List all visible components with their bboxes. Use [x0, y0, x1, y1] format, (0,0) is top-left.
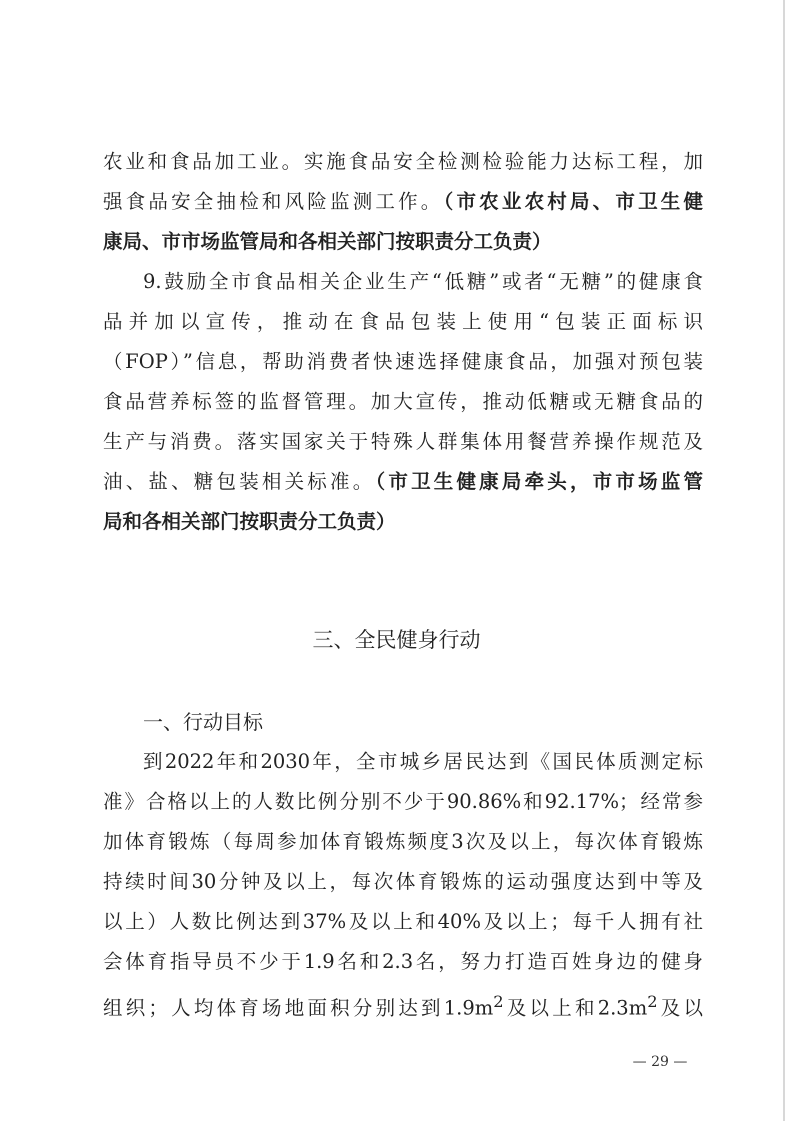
p1-line-1: 农业和食品加工业。实施食品安全检测检验能力达标工程，加	[103, 150, 703, 173]
p3-line-7-text-b: 及以上和2.3m	[503, 996, 648, 1020]
section-title: 三、全民健身行动	[312, 628, 481, 652]
page-number: — 29 —	[632, 1054, 688, 1070]
p2-line-2: 品并加以宣传，推动在食品包装上使用“包装正面标识	[103, 310, 703, 333]
p1-line-3: 康局、市市场监管局和各相关部门按职责分工负责）	[103, 230, 552, 253]
p1-line-2-responsibility: （市农业农村局、市卫生健	[443, 190, 703, 213]
p2-line-4: 食品营养标签的监督管理。加大宣传，推动低糖或无糖食品的	[103, 390, 703, 413]
p2-line-3: （FOP）”信息，帮助消费者快速选择健康食品，加强对预包装	[103, 350, 703, 373]
p3-line-7	[103, 982, 703, 1022]
p1-line-2-text: 强食品安全抽检和风险监测工作。	[103, 190, 444, 213]
p3-line-7-text-c: 及以	[657, 996, 703, 1020]
superscript-squared: 2	[647, 992, 658, 1011]
sub-heading: 一、行动目标	[143, 710, 263, 734]
p3-line-4: 持续时间30分钟及以上，每次体育锻炼的运动强度达到中等及	[103, 870, 703, 893]
p2-line-7: 局和各相关部门按职责分工负责）	[103, 510, 396, 533]
p3-line-7-text-a: 组织；人均体育场地面积分别达到1.9m	[103, 996, 494, 1020]
page-edge-shadow	[783, 0, 785, 1121]
p3-line-6: 会体育指导员不少于1.9名和2.3名，努力打造百姓身边的健身	[103, 950, 703, 973]
p3-line-5: 以上）人数比例达到37%及以上和40%及以上；每千人拥有社	[103, 910, 703, 933]
p2-line-5: 生产与消费。落实国家关于特殊人群集体用餐营养操作规范及	[103, 430, 703, 453]
superscript-squared: 2	[493, 992, 504, 1011]
p3-line-3: 加体育锻炼（每周参加体育锻炼频度3次及以上，每次体育锻炼	[103, 830, 703, 853]
p3-line-2: 准》合格以上的人数比例分别不少于90.86%和92.17%；经常参	[103, 790, 703, 813]
p2-line-6-text: 油、盐、糖包装相关标准。	[103, 470, 376, 493]
p2-line-6-responsibility: （市卫生健康局牵头，市市场监管	[375, 470, 703, 493]
p2-line-1: 9.鼓励全市食品相关企业生产“低糖”或者“无糖”的健康食	[143, 270, 703, 293]
p2-line-6	[103, 462, 703, 502]
p3-line-1: 到2022年和2030年，全市城乡居民达到《国民体质测定标	[143, 750, 703, 773]
p1-line-2	[103, 182, 703, 222]
